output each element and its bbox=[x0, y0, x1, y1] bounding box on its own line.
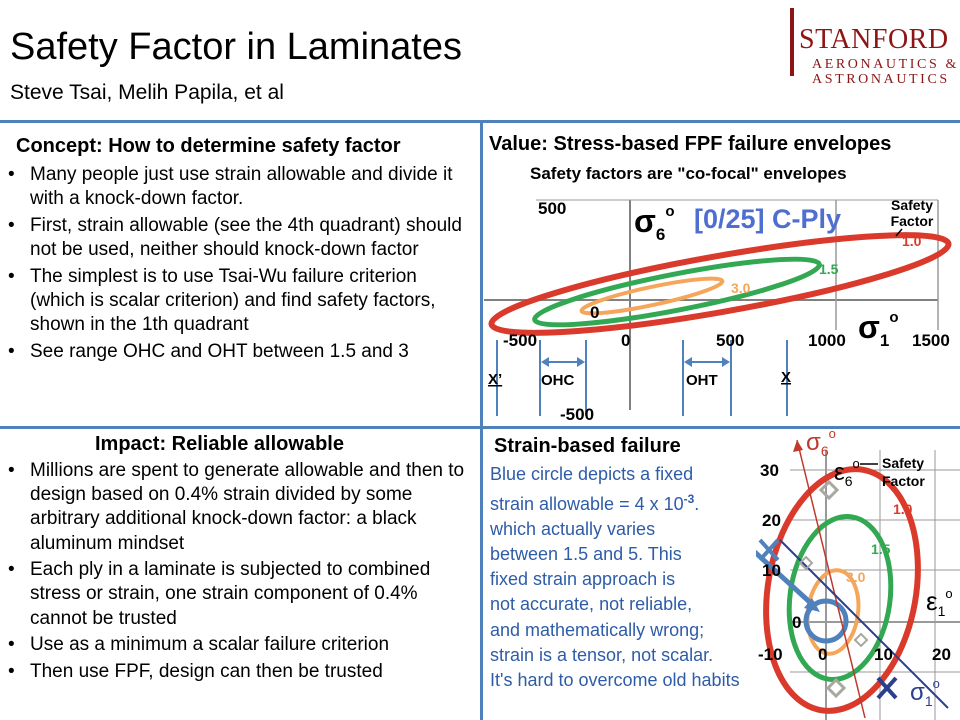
list-item: • First, strain allowable (see the 4th quadrant) should not be used, neither should knock-down factor bbox=[2, 214, 476, 262]
safety-factor-label: Factor bbox=[890, 213, 934, 229]
logo-sub-text-1: AERONAUTICS & bbox=[812, 57, 959, 72]
strain-text-line: not accurate, not reliable, bbox=[490, 594, 693, 615]
concept-heading: Concept: How to determine safety factor bbox=[16, 135, 401, 157]
sigma6-axis-label: $\sigma_6^o$ bbox=[806, 428, 836, 459]
logo-sub-text-2: ASTRONAUTICS bbox=[812, 72, 950, 87]
strain-text-line: fixed strain approach is bbox=[490, 569, 676, 590]
x-tick-label: 10 bbox=[874, 645, 893, 664]
x-axis-label: $\sigma_1^o$ bbox=[858, 309, 899, 350]
envelope-label: 3.0 bbox=[731, 280, 751, 296]
oht-arrowhead-right bbox=[722, 357, 730, 367]
value-subheading: Safety factors are "co-focal" envelopes bbox=[530, 164, 847, 183]
strain-envelope-chart bbox=[756, 428, 960, 720]
strain-text-line: and mathematically wrong; bbox=[490, 619, 705, 640]
x-tick-label: 1000 bbox=[808, 331, 846, 350]
x-tick-label: 0 bbox=[621, 331, 631, 350]
authors: Steve Tsai, Melih Papila, et al bbox=[10, 81, 284, 104]
sigma1-axis-label: $\sigma_1^o$ bbox=[910, 676, 940, 709]
page-title: Safety Factor in Laminates bbox=[10, 26, 462, 68]
concept-bullet-list bbox=[2, 163, 476, 366]
x-tick-label: 1500 bbox=[912, 331, 950, 350]
strain-text-line: strain allowable = 4 x $10^{-3}$. bbox=[490, 492, 700, 515]
strain-description bbox=[490, 462, 740, 693]
stress-envelope-chart bbox=[484, 190, 960, 426]
epsilon1-axis-label: $\varepsilon_1^o$ bbox=[926, 586, 953, 619]
safety-factor-label: Factor bbox=[882, 473, 925, 489]
value-heading: Value: Stress-based FPF failure envelopes bbox=[489, 133, 892, 155]
impact-heading: Impact: Reliable allowable bbox=[95, 433, 344, 455]
list-item: • Use as a minimum a scalar failure criterion bbox=[2, 633, 476, 657]
list-item: • Then use FPF, design can then be trusted bbox=[2, 660, 476, 684]
y-tick-label: 0 bbox=[792, 613, 802, 632]
strain-text-line: which actually varies bbox=[490, 519, 656, 540]
envelope-label: 1.5 bbox=[871, 541, 891, 557]
chart-title: [0/25] C-Ply bbox=[694, 204, 842, 234]
y-tick-label: 500 bbox=[538, 199, 567, 218]
list-item: • Millions are spent to generate allowable and then to design based on 0.4% strain divided by some arbitrary additional knock-down factor: a black aluminum mindset bbox=[2, 459, 476, 556]
list-item: • Each ply in a laminate is subjected to combined stress or strain, one strain component of 0.4% cannot be trusted bbox=[2, 558, 476, 631]
marker-label-xprime: X’ bbox=[488, 371, 503, 388]
intersection-diamond bbox=[828, 680, 844, 696]
ohc-arrowhead-left bbox=[541, 357, 549, 367]
envelope-label: 1.0 bbox=[893, 501, 913, 517]
x-tick-label: 500 bbox=[716, 331, 745, 350]
strain-text-line: It's hard to overcome old habits bbox=[490, 669, 740, 690]
envelope-label: 3.0 bbox=[846, 569, 866, 585]
sigma6-arrowhead bbox=[793, 440, 803, 452]
strain-text-line: strain is a tensor, not scalar. bbox=[490, 644, 714, 665]
strain-text-line: between 1.5 and 5. This bbox=[490, 544, 682, 565]
y-tick-label: 30 bbox=[760, 461, 779, 480]
logo-main-text: STANFORD bbox=[799, 24, 949, 55]
x-tick-label: 20 bbox=[932, 645, 951, 664]
vertical-divider bbox=[480, 120, 483, 720]
intersection-diamond bbox=[855, 634, 867, 646]
envelope-label: 1.5 bbox=[819, 261, 839, 277]
safety-factor-label: Safety bbox=[890, 197, 934, 213]
x-tick-label: -500 bbox=[503, 331, 538, 350]
logo-bar bbox=[790, 8, 794, 76]
marker-label-oht: OHT bbox=[686, 372, 718, 389]
strain-heading: Strain-based failure bbox=[494, 435, 681, 457]
list-item: • The simplest is to use Tsai-Wu failure criterion (which is scalar criterion) and find safety factors, shown in the 1th quadrant bbox=[2, 265, 476, 338]
allowable-cross-marker bbox=[878, 678, 896, 698]
stanford-logo bbox=[788, 2, 960, 90]
envelope-sf-1-5 bbox=[531, 247, 823, 338]
y-tick-label: -500 bbox=[560, 405, 595, 424]
y-axis-label: $\sigma_6^o$ bbox=[634, 203, 675, 244]
envelope-label: 1.0 bbox=[902, 233, 922, 249]
y-tick-label: 0 bbox=[590, 303, 600, 322]
oht-arrowhead-left bbox=[684, 357, 692, 367]
y-tick-label: 10 bbox=[762, 561, 781, 580]
y-tick-label: -10 bbox=[758, 645, 783, 664]
impact-bullet-list bbox=[2, 459, 476, 686]
ohc-arrowhead-right bbox=[577, 357, 585, 367]
safety-factor-label: Safety bbox=[882, 455, 925, 471]
marker-label-ohc: OHC bbox=[541, 372, 575, 389]
epsilon6-axis-label: $\varepsilon_6^o$ bbox=[834, 456, 860, 489]
list-item: • See range OHC and OHT between 1.5 and 3 bbox=[2, 340, 476, 364]
marker-label-x: X bbox=[781, 369, 792, 386]
list-item: • Many people just use strain allowable and divide it with a knock-down factor. bbox=[2, 163, 476, 211]
strain-text-line: Blue circle depicts a fixed bbox=[490, 464, 694, 484]
x-tick-label: 0 bbox=[818, 645, 828, 664]
y-tick-label: 20 bbox=[762, 511, 781, 530]
